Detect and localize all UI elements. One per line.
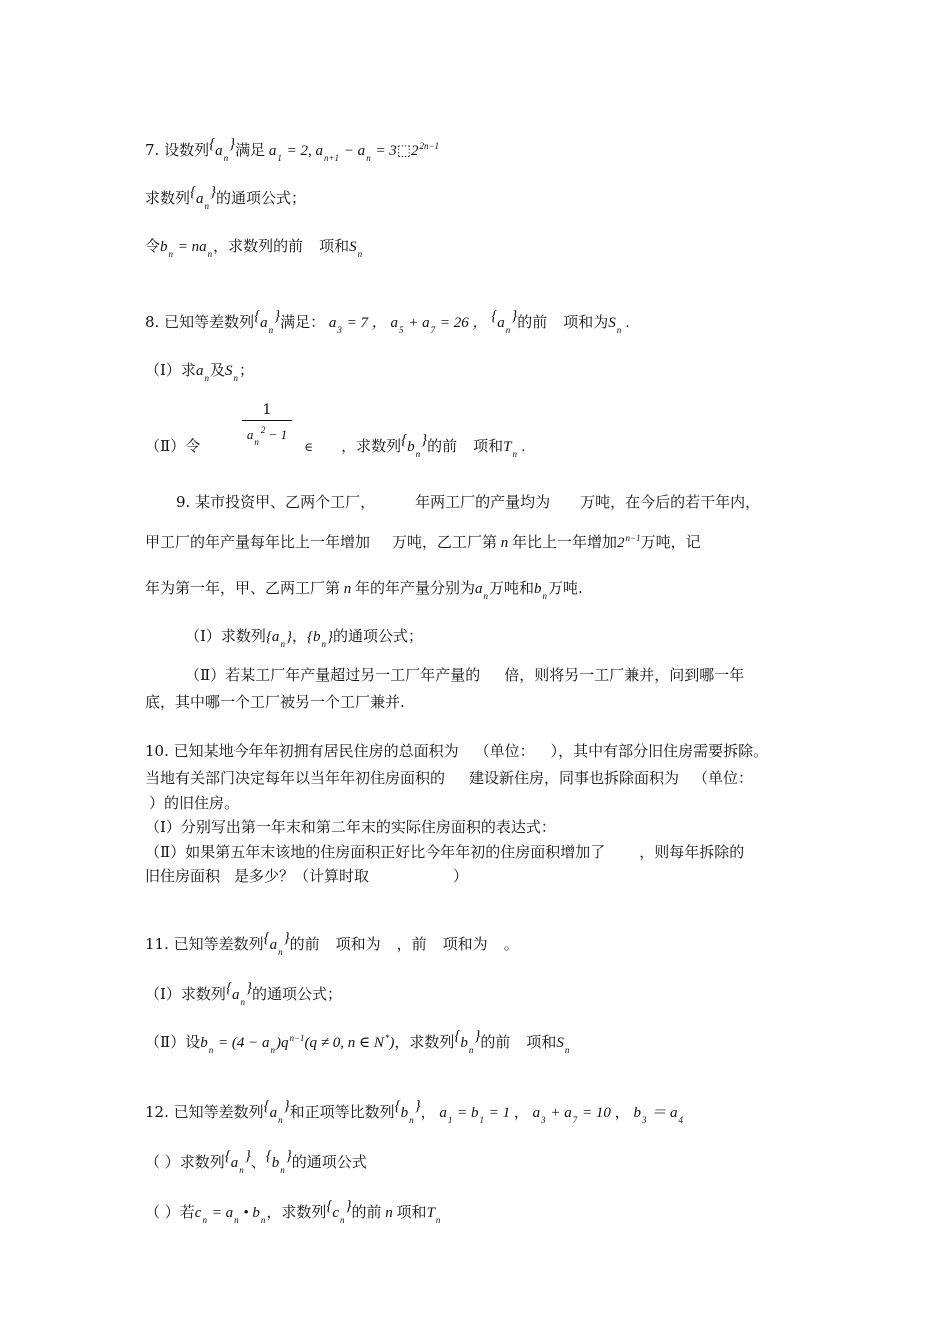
formula: $\{b_n\}$ (454, 1028, 481, 1055)
formula: $\{a_n\}$ (263, 930, 290, 957)
p12-line-3: （ ）若$c_n = a_n$ • $b_n$，求数列$\{c_n\}$的前 n 项和$T_n$ (145, 1198, 441, 1225)
formula: n (381, 1205, 397, 1221)
formula: $a_n$ (475, 581, 489, 601)
formula: $\{a_n\}$ (225, 980, 252, 1007)
formula: $\{b_n\}$ (401, 432, 428, 459)
formula: $\{a_n\}$ (263, 1098, 290, 1125)
p11-line-1: 11. 已知等差数列$\{a_n\}$的前 项和为 ，前 项和为 。 (145, 930, 519, 957)
p9-line-2: 甲工厂的年产量每年比上一年增加 万吨，乙工厂第 n 年比上一年增加$2^{n-1}$万吨，记 (145, 533, 701, 551)
formula: $\{c_n\}$ (326, 1198, 352, 1225)
formula: n (340, 581, 356, 597)
p7-line-2: 求数列$\{a_n\}$的通项公式； (145, 184, 307, 211)
formula: $T_n$ (426, 1205, 441, 1225)
p12-line-1: 12. 已知等差数列$\{a_n\}$和正项等比数列$\{b_n\}$， $a_1 = b_1 = 1$ ， $a_3 + a_7 = 10$ ， $b_3 = a_4$ (145, 1098, 683, 1125)
formula: $a_1 = b_1 = 1$ (435, 1105, 514, 1125)
p10-line-2: 当地有关部门决定每年以当年年初住房面积的 建设新住房，同事也拆除面积为 （单位： (145, 769, 754, 787)
formula: $\{a_n\}$ (209, 136, 236, 163)
p9-line-4: （Ⅰ）求数列$\{a_n\}$，$\{b_n\}$的通项公式； (185, 627, 423, 649)
p9-line-1: 9. 某市投资甲、乙两个工厂， 年两工厂的产量均为 万吨，在今后的若干年内， (176, 493, 761, 511)
fraction: $\frac{1}{a_n^2 - 1}$ (242, 402, 292, 443)
formula: $\{b_n\}$ (306, 629, 333, 649)
formula: $\{b_n\}$ (394, 1098, 421, 1125)
p12-line-2: （ ）求数列$\{a_n\}$、$\{b_n\}$的通项公式 (145, 1148, 367, 1175)
p8-line-2: （Ⅰ）求$a_n$及$S_n$； (145, 361, 254, 383)
p8-line-3: （Ⅱ）令 ∈ ，求数列$\{b_n\}$的前 项和$T_n$ . (145, 432, 526, 459)
formula: $\{a_n\}$ (254, 308, 281, 335)
formula: $b_n = (4 - a_n)q^{n-1}(q \ne 0$, n ∈ N*) (200, 1033, 395, 1055)
p10-line-6: 旧住房面积 是多少？（计算时取 ） (145, 867, 469, 885)
p10-line-5: （Ⅱ）如果第五年末该地的住房面积正好比今年年初的住房面积增加了 ，则每年拆除的 (145, 843, 745, 861)
p9-line-5: （Ⅱ）若某工厂年产量超过另一工厂年产量的 倍，则将另一工厂兼并，问到哪一年 (185, 666, 745, 684)
p9-line-6: 底，其中哪一个工厂被另一个工厂兼并. (145, 693, 405, 711)
formula: $\{a_n\}$ (265, 629, 292, 649)
formula: $T_n$ . (503, 439, 526, 459)
formula: $c_n = a_n$ • $b_n$ (194, 1205, 266, 1225)
p9-line-3: 年为第一年，甲、乙两工厂第 n 年的年产量分别为$a_n$万吨和$b_n$万吨. (145, 579, 583, 601)
p7-line-1: 7. 设数列$\{a_n\}$满足 $a_1 = 2$, $a_{n+1} - a_n$ = $3⬚2^{2n-1}$ (145, 136, 440, 163)
p10-line-4: （Ⅰ）分别写出第一年末和第二年末的实际住房面积的表达式： (145, 818, 556, 836)
formula: $\{a_n\}$ (224, 1148, 251, 1175)
formula: $S_n$ (224, 363, 238, 383)
formula: $a_3 + a_7 = 10$ (528, 1105, 615, 1125)
formula: $a_3 = 7$ ， $a_5 + a_7 = 26$ ， $\{a_n\}$ (325, 308, 518, 335)
formula: $a_n^2 - 1$ (246, 425, 288, 447)
formula: $S_n$ (349, 239, 363, 259)
formula: $S_n$ (556, 1035, 570, 1055)
formula: $\{b_n\}$ (265, 1148, 292, 1175)
p7-line-3: 令$b_n = na_n$，求数列的前 项和$S_n$ (145, 237, 363, 259)
formula: $a_1 = 2$, $a_{n+1} - a_n$ = $3⬚2^{2n-1}$ (265, 141, 440, 163)
formula: $b_n = na_n$ (160, 239, 213, 259)
formula: $b_n$ (534, 581, 548, 601)
formula: n (497, 535, 513, 551)
p10-line-1: 10. 已知某地今年年初拥有居民住房的总面积为 （单位： ），其中有部分旧住房需要拆除。 (145, 742, 769, 760)
p11-line-2: （Ⅰ）求数列$\{a_n\}$的通项公式； (145, 980, 342, 1007)
p10-line-3: ）的旧住房。 (149, 794, 240, 812)
formula: $b_3 = a_4$ (629, 1105, 683, 1125)
formula: $\{a_n\}$ (190, 184, 217, 211)
p8-line-1: 8. 已知等差数列$\{a_n\}$满足： $a_3 = 7$ ， $a_5 + a_7 = 26$ ， $\{a_n\}$的前 项和为$S_n$ . (145, 308, 630, 335)
formula: $S_n$ . (608, 315, 630, 335)
formula: $2^{n-1}$ (617, 533, 641, 551)
formula: $a_n$ (195, 363, 209, 383)
p11-line-3: （Ⅱ）设$b_n = (4 - a_n)q^{n-1}(q \ne 0$, n ∈ N*)，求数列$\{b_n\}$的前 项和$S_n$ (145, 1028, 570, 1055)
